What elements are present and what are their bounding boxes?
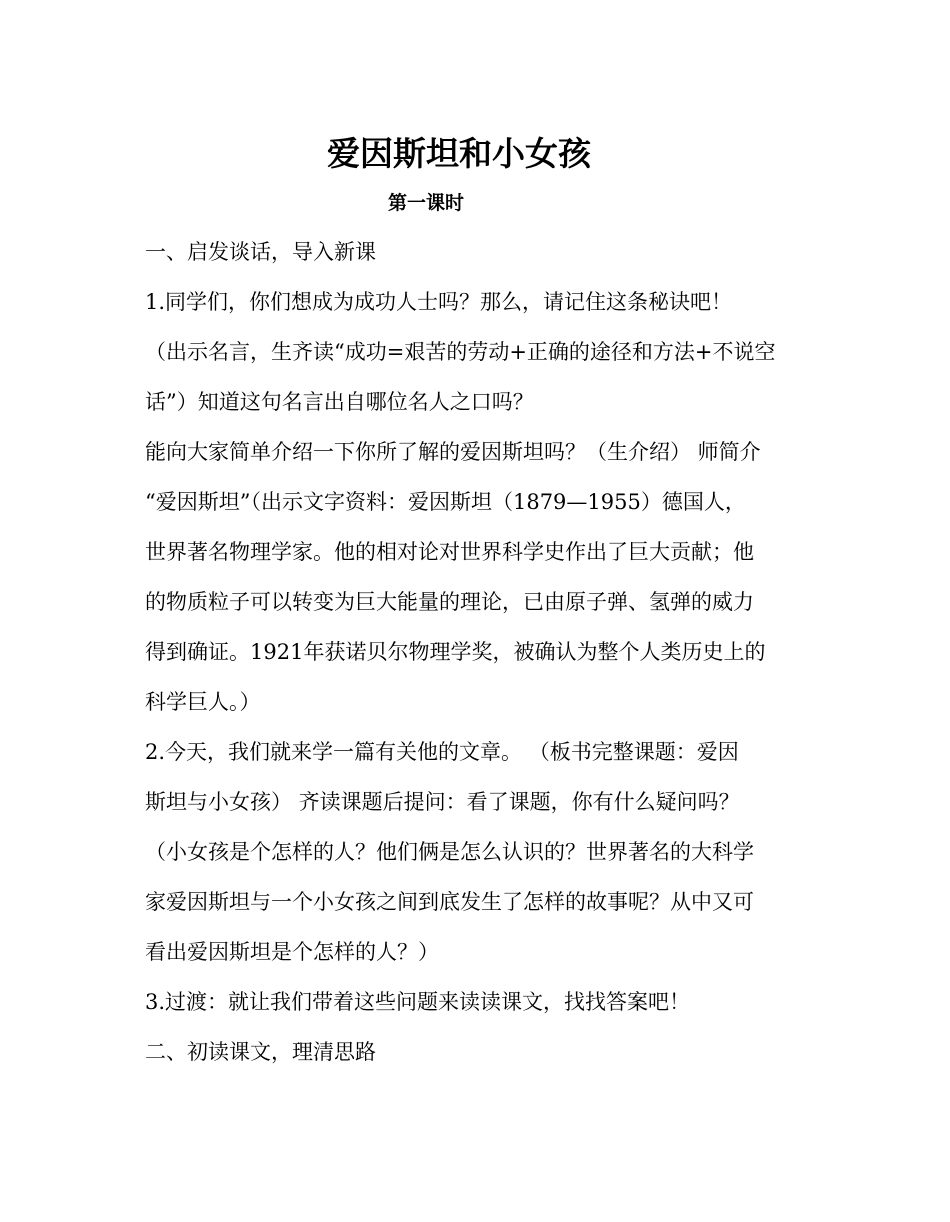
paragraph-line: 世界著名物理学家。他的相对论对世界科学史作出了巨大贡献；他 <box>145 540 754 564</box>
paragraph-line: 家爱因斯坦与一个小女孩之间到底发生了怎样的故事呢？从中又可 <box>145 890 754 914</box>
paragraph-line: “爱因斯坦”（出示文字资料：爱因斯坦（1879—1955）德国人， <box>145 490 746 514</box>
paragraph-line: 看出爱因斯坦是个怎样的人？） <box>145 940 439 964</box>
paragraph-line: 能向大家简单介绍一下你所了解的爱因斯坦吗？（生介绍） 师简介 <box>145 440 761 464</box>
paragraph-line: 科学巨人。） <box>145 690 261 714</box>
paragraph-line: 3.过渡：就让我们带着这些问题来读读课文，找找答案吧！ <box>145 990 691 1014</box>
paragraph-line: 1.同学们，你们想成为成功人士吗？那么，请记住这条秘诀吧！ <box>145 290 733 314</box>
paragraph-line: （出示名言，生齐读“成功=艰苦的劳动+正确的途径和方法+不说空 <box>145 340 776 364</box>
paragraph-line: 得到确证。1921年获诺贝尔物理学奖，被确认为整个人类历史上的 <box>145 640 766 664</box>
paragraph-line: （小女孩是个怎样的人？他们俩是怎么认识的？世界著名的大科学 <box>145 840 754 864</box>
section-heading: 一、启发谈话，导入新课 <box>145 240 376 264</box>
section-heading: 二、初读课文，理清思路 <box>145 1040 376 1064</box>
paragraph-line: 话”）知道这句名言出自哪位名人之口吗？ <box>145 390 534 414</box>
lesson-period-subtitle: 第一课时 <box>388 192 465 214</box>
paragraph-line: 的物质粒子可以转变为巨大能量的理论，已由原子弹、氢弹的威力 <box>145 590 754 614</box>
document-title: 爱因斯坦和小女孩 <box>327 134 591 173</box>
paragraph-line: 2.今天，我们就来学一篇有关他的文章。 （板书完整课题：爱因 <box>145 740 739 764</box>
paragraph-line: 斯坦与小女孩） 齐读课题后提问：看了课题，你有什么疑问吗？ <box>145 790 740 814</box>
